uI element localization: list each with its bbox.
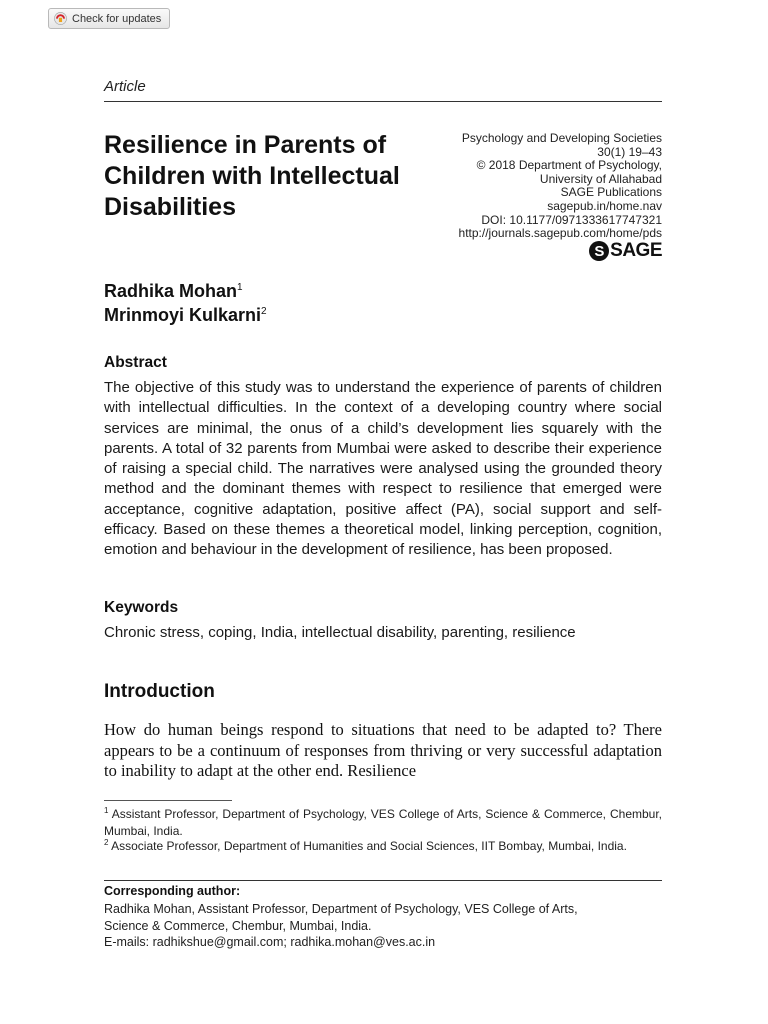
journal-doi[interactable]: DOI: 10.1177/0971333617747321 (481, 212, 662, 227)
footnote-rule (104, 800, 232, 801)
keywords-text: Chronic stress, coping, India, intellectual disability, parenting, resilience (104, 624, 576, 641)
journal-publisher: SAGE Publications (560, 185, 662, 200)
abstract-heading: Abstract (104, 354, 167, 371)
corresponding-author-line: Science & Commerce, Chembur, Mumbai, India. (104, 918, 372, 933)
footnote: $^2$ Associate Professor, Department of Humanities and Social Sciences, IIT Bombay, Mumbai, India. (104, 838, 627, 853)
check-for-updates-button[interactable] (48, 8, 170, 29)
footnote-mark: 2 (104, 838, 109, 847)
abstract-text: The objective of this study was to understand the experience of parents of children with intellectual difficulties. In the context of a developing country where social services are minimal, the onus of a child’s development lies squarely with the parents. A total of 32 parents from Mumbai were asked to describe their experience of raising a special child. The narratives were analysed using the grounded theory method and the dominant themes with respect to resilience that emerged were acceptance, cognitive adaptation, positive affect (PA), social support and self-efficacy. Based on these themes a theoretical model, linking perception, cognition, emotion and behaviour in the development of resilience, has been proposed. (104, 379, 662, 559)
corresponding-rule (104, 880, 662, 881)
article-type-label: Article (104, 78, 146, 95)
sage-logo-text: SAGE (610, 240, 662, 261)
check-for-updates-label: Check for updates (72, 12, 162, 25)
author-name: Radhika Mohan$^1$ (104, 281, 243, 301)
introduction-heading: Introduction (104, 681, 215, 702)
sage-logo (589, 240, 662, 262)
journal-institution: University of Allahabad (539, 171, 662, 186)
corresponding-author-emails[interactable]: E-mails: radhikshue@gmail.com; radhika.mohan@ves.ac.in (104, 935, 436, 949)
author-name: Mrinmoyi Kulkarni$^2$ (104, 305, 267, 325)
corresponding-author-line: Radhika Mohan, Assistant Professor, Department of Psychology, VES College of Arts, (104, 902, 578, 916)
journal-volume: 30(1) 19–43 (597, 144, 662, 159)
check-for-updates-icon (54, 12, 67, 25)
header-rule (104, 101, 662, 102)
journal-info (459, 132, 662, 241)
footnote-mark: 1 (104, 806, 109, 815)
journal-url-link[interactable]: http://journals.sagepub.com/home/pds (458, 226, 662, 241)
author-list (104, 279, 267, 327)
journal-name: Psychology and Developing Societies (461, 131, 662, 145)
footnote: $^1$ Assistant Professor, Department of Psychology, VES College of Arts, Science & Commerce, Chembur, Mumbai, India. (104, 806, 663, 838)
corresponding-author-details (104, 901, 664, 951)
affiliation-mark: 1 (237, 282, 243, 293)
introduction-text: How do human beings respond to situations that need to be adapted to? There appears to be a continuum of responses from thriving or very successful adaptation to inability to adapt at the other end. Resilience (104, 720, 662, 780)
corresponding-author-heading: Corresponding author: (104, 884, 241, 898)
affiliation-mark: 2 (261, 306, 267, 317)
paper-title: Resilience in Parents of Children with Intellectual Disabilities (104, 131, 400, 221)
sage-logo-icon: S (589, 241, 609, 261)
journal-copyright: © 2018 Department of Psychology, (476, 158, 662, 173)
keywords-heading: Keywords (104, 599, 179, 616)
journal-site-link[interactable]: sagepub.in/home.nav (547, 198, 662, 213)
